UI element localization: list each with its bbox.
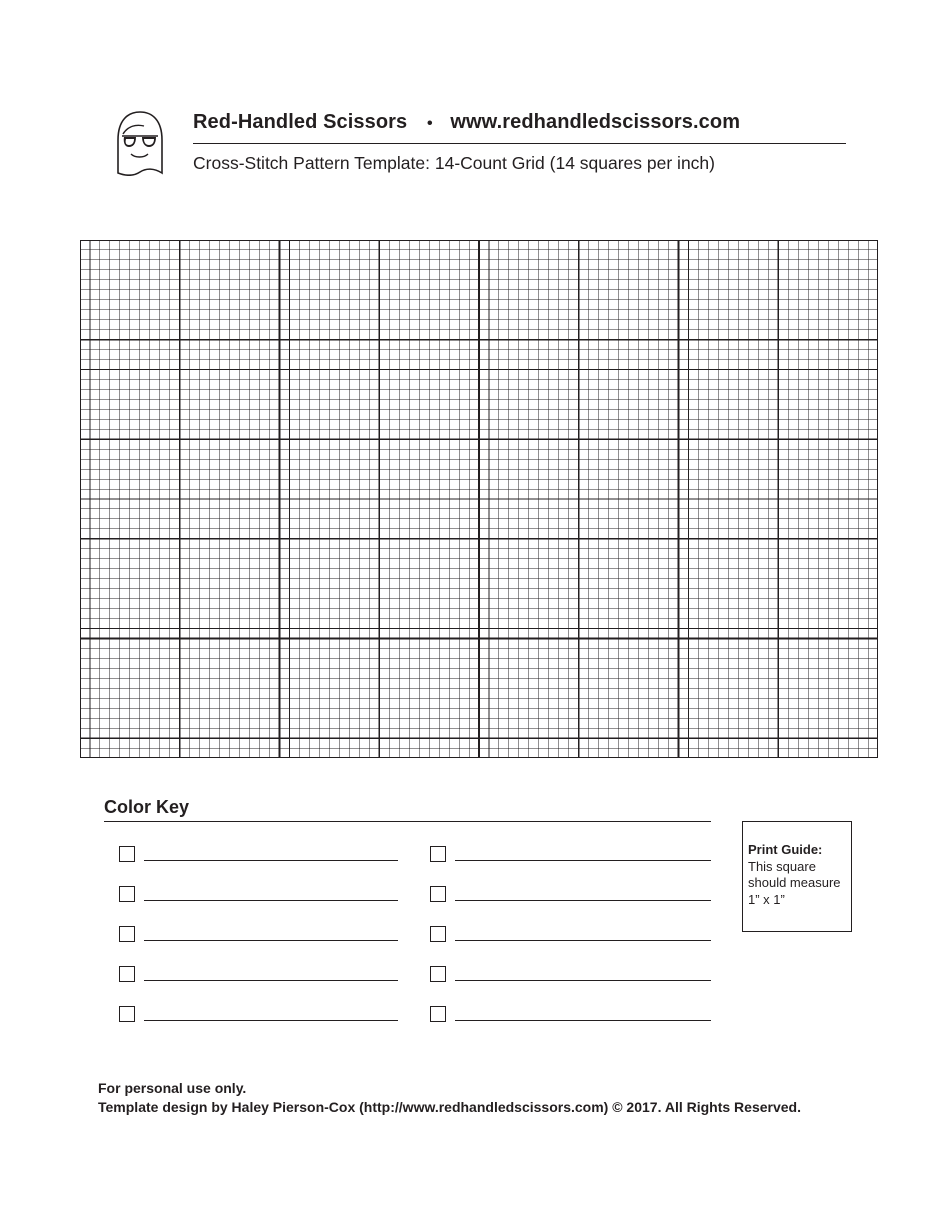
- print-guide-title: Print Guide:: [748, 842, 823, 857]
- print-guide-square: [742, 821, 852, 932]
- color-name-line[interactable]: [455, 940, 711, 941]
- brand-name: Red-Handled Scissors: [193, 111, 408, 133]
- color-swatch-checkbox[interactable]: [430, 1006, 446, 1022]
- color-name-line[interactable]: [144, 860, 398, 861]
- color-swatch-checkbox[interactable]: [119, 1006, 135, 1022]
- color-swatch-checkbox[interactable]: [430, 926, 446, 942]
- color-swatch-checkbox[interactable]: [119, 926, 135, 942]
- print-guide-text: This square should measure 1” x 1”: [748, 858, 841, 907]
- color-name-line[interactable]: [144, 900, 398, 901]
- color-name-line[interactable]: [144, 1020, 398, 1021]
- brand-header: [193, 111, 740, 134]
- color-name-line[interactable]: [455, 1020, 711, 1021]
- website-url: www.redhandledscissors.com: [450, 111, 741, 133]
- woman-with-glasses-icon: [114, 110, 166, 176]
- color-swatch-checkbox[interactable]: [119, 886, 135, 902]
- footer-usage-note: For personal use only.: [98, 1080, 247, 1096]
- color-name-line[interactable]: [455, 900, 711, 901]
- header-divider: [193, 143, 846, 144]
- color-name-line[interactable]: [144, 980, 398, 981]
- color-key-divider: [104, 821, 711, 822]
- footer-copyright: Template design by Haley Pierson-Cox (http://www.redhandledscissors.com) © 2017. All Rights Reserved.: [98, 1099, 801, 1115]
- cross-stitch-grid: [80, 240, 878, 758]
- footer: [98, 1079, 801, 1117]
- color-swatch-checkbox[interactable]: [119, 966, 135, 982]
- color-name-line[interactable]: [144, 940, 398, 941]
- page-subtitle: Cross-Stitch Pattern Template: 14-Count Grid (14 squares per inch): [193, 153, 715, 173]
- color-swatch-checkbox[interactable]: [430, 846, 446, 862]
- separator-dot: •: [426, 115, 433, 132]
- color-swatch-checkbox[interactable]: [430, 966, 446, 982]
- color-name-line[interactable]: [455, 980, 711, 981]
- color-swatch-checkbox[interactable]: [430, 886, 446, 902]
- color-key-title: Color Key: [104, 797, 190, 817]
- color-name-line[interactable]: [455, 860, 711, 861]
- color-swatch-checkbox[interactable]: [119, 846, 135, 862]
